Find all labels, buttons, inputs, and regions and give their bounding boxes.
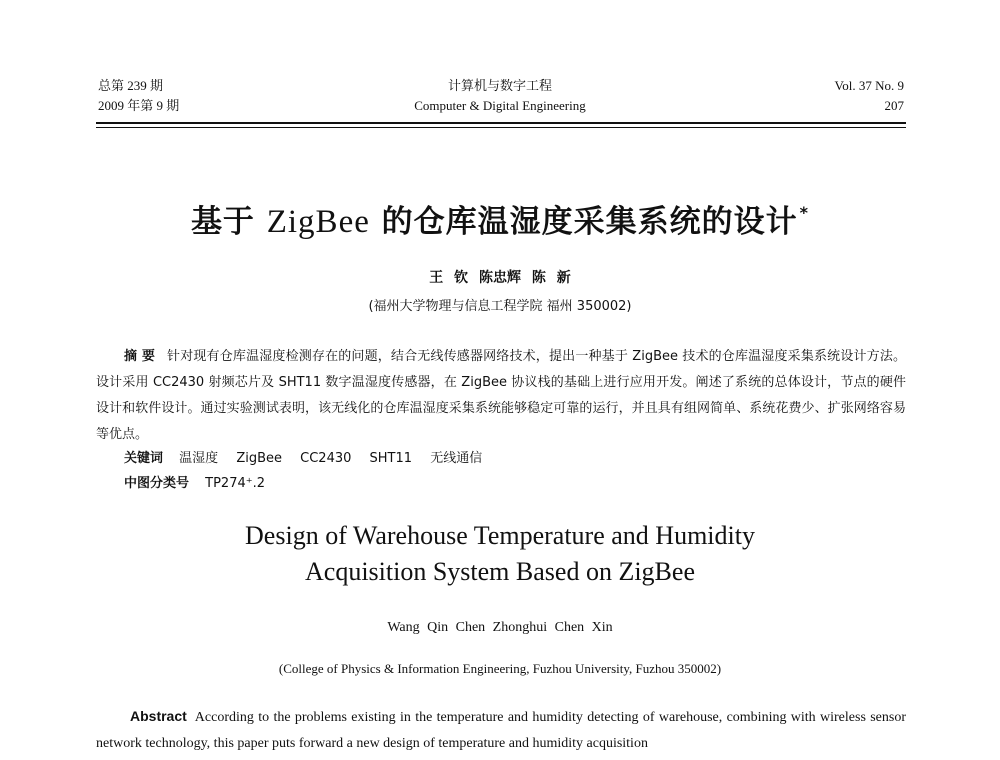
authors-en: Wang Qin Chen Zhonghui Chen Xin bbox=[387, 620, 613, 635]
volume: Vol. 37 No. 9 bbox=[834, 78, 904, 93]
journal-name-en: Computer & Digital Engineering bbox=[414, 98, 586, 113]
abstract-en bbox=[96, 703, 906, 757]
keywords-line bbox=[124, 447, 496, 466]
abstract-cn bbox=[96, 344, 906, 448]
keyword: SHT11 bbox=[369, 451, 413, 466]
journal-name-cn: 计算机与数字工程 bbox=[447, 78, 552, 93]
title-footnote-mark: * bbox=[799, 203, 810, 222]
header-rule-thick bbox=[96, 122, 906, 124]
abstract-label-en: Abstract bbox=[130, 708, 187, 724]
authors-cn: 王 钦 陈忠辉 陈 新 bbox=[429, 270, 571, 286]
abstract-label-cn: 摘 要 bbox=[124, 349, 156, 364]
abstract-text-en: According to the problems existing in the temperature and humidity detecting of warehouse, combining with wireless sensor network technology, this paper puts forward a new design of temperature and humidity acquisition bbox=[96, 710, 906, 751]
page-number: 207 bbox=[884, 98, 904, 113]
keyword: CC2430 bbox=[300, 451, 352, 466]
keywords-label: 关键词 bbox=[124, 451, 164, 466]
paper-title-en bbox=[0, 518, 1000, 590]
issue-total: 总第 239 期 bbox=[98, 78, 164, 93]
title-latin: ZigBee bbox=[266, 204, 370, 240]
classification-value: TP274⁺.2 bbox=[205, 476, 266, 491]
affiliation-cn: (福州大学物理与信息工程学院 福州 350002) bbox=[368, 299, 632, 314]
title-en-line2: Acquisition System Based on ZigBee bbox=[305, 557, 695, 586]
abstract-text-cn: 针对现有仓库温湿度检测存在的问题，结合无线传感器网络技术，提出一种基于 ZigBee 技术的仓库温湿度采集系统设计方法。设计采用 CC2430 射频芯片及 SHT11 数字温湿度传感器，在 ZigBee 协议栈的基础上进行应用开发。阐述了系统的总体设计，节点的硬件设计和软件设计。通过实验测试表明，该无线化的仓库温湿度采集系统能够稳定可靠的运行，并且具有组网简单、系统花费少、扩张网络容易等优点。 bbox=[96, 349, 907, 442]
paper-title-cn bbox=[0, 196, 1000, 241]
keyword: ZigBee bbox=[236, 451, 282, 466]
classification-label: 中图分类号 bbox=[124, 476, 190, 491]
title-en-line1: Design of Warehouse Temperature and Humidity bbox=[245, 521, 755, 550]
classification-line bbox=[124, 472, 265, 491]
title-suffix: 的仓库温湿度采集系统的设计 bbox=[381, 204, 798, 240]
title-prefix: 基于 bbox=[190, 204, 255, 240]
issue-date: 2009 年第 9 期 bbox=[98, 98, 180, 113]
header-volume-info bbox=[835, 76, 904, 116]
keyword: 无线通信 bbox=[430, 451, 483, 466]
header-rule-thin bbox=[96, 127, 906, 128]
keyword: 温湿度 bbox=[179, 451, 219, 466]
affiliation-en: (College of Physics & Information Engineering, Fuzhou University, Fuzhou 350002) bbox=[278, 661, 722, 676]
